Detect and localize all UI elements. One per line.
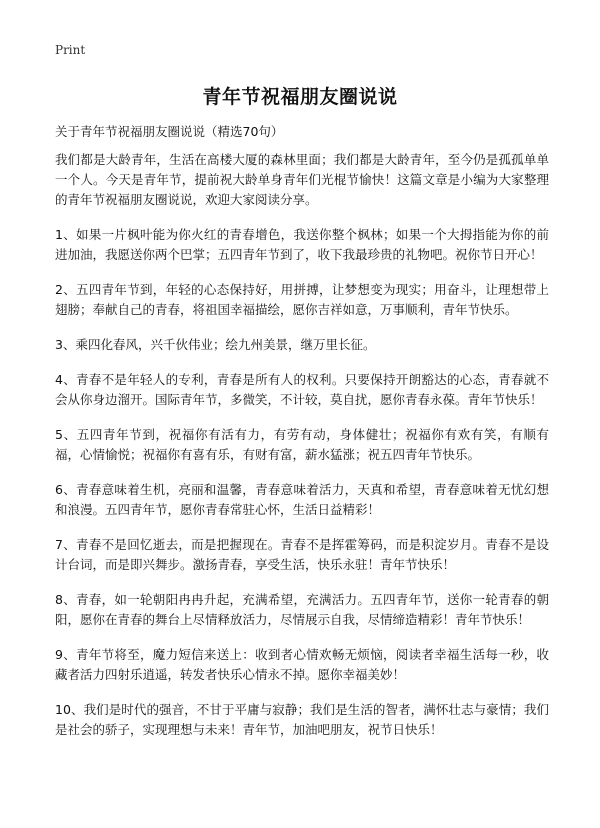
document-body bbox=[55, 150, 549, 755]
document-subtitle: 关于青年节祝福朋友圈说说（精选70句） bbox=[55, 124, 284, 139]
wish-item-9: 9、青年节将至，魔力短信来送上：收到者心情欢畅无烦恼，阅读者幸福生活每一秒，收藏者活力四射乐逍遥，转发者快乐心情永不掉。愿你幸福美妙！ bbox=[55, 647, 549, 682]
intro-paragraph: 我们都是大龄青年，生活在高楼大厦的森林里面；我们都是大龄青年，至今仍是孤孤单单一个人。今天是青年节，提前祝大龄单身青年们光棍节愉快！这篇文章是小编为大家整理的青年节祝福朋友圈说说，欢迎大家阅读分享。 bbox=[55, 152, 549, 207]
wish-item-4: 4、青春不是年轻人的专利，青春是所有人的权利。只要保持开朗豁达的心态，青春就不会从你身边溜开。国际青年节，多微笑，不计较，莫自扰，愿你青春永葆。青年节快乐！ bbox=[55, 372, 549, 407]
wish-item-3: 3、乘四化春风，兴千伙伟业；绘九州美景，继万里长征。 bbox=[55, 337, 376, 352]
wish-item-10: 10、我们是时代的强音，不甘于平庸与寂静；我们是生活的智者，满怀壮志与豪情；我们是社会的骄子，实现理想与未来！青年节，加油吧朋友，祝节日快乐！ bbox=[55, 702, 549, 737]
wish-item-2: 2、五四青年节到，年轻的心态保持好，用拼搏，让梦想变为现实；用奋斗，让理想带上翅膀；奉献自己的青春，将祖国幸福描绘，愿你吉祥如意，万事顺利，青年节快乐。 bbox=[55, 282, 549, 317]
wish-item-7: 7、青春不是回忆逝去，而是把握现在。青春不是挥霍筹码，而是积淀岁月。青春不是设计台词，而是即兴舞步。激扬青春，享受生活，快乐永驻！青年节快乐！ bbox=[55, 537, 549, 572]
wish-item-8: 8、青春，如一轮朝阳冉冉升起，充满希望，充满活力。五四青年节，送你一轮青春的朝阳，愿你在青春的舞台上尽情释放活力，尽情展示自我，尽情缔造精彩！青年节快乐！ bbox=[55, 592, 549, 627]
page-title: 青年节祝福朋友圈说说 bbox=[202, 86, 398, 108]
wish-item-6: 6、青春意味着生机，亮丽和温馨，青春意味着活力，天真和希望，青春意味着无忧幻想和浪漫。五四青年节，愿你青春常驻心怀，生活日益精彩！ bbox=[55, 482, 549, 517]
print-link[interactable]: Print bbox=[55, 43, 86, 57]
wish-item-1: 1、如果一片枫叶能为你火红的青春增色，我送你整个枫林；如果一个大拇指能为你的前进加油，我愿送你两个巴掌；五四青年节到了，收下我最珍贵的礼物吧。祝你节日开心！ bbox=[55, 227, 549, 262]
wish-item-5: 5、五四青年节到，祝福你有活有力，有劳有动，身体健壮；祝福你有欢有笑，有顺有福，心情愉悦；祝福你有喜有乐，有财有富，薪水猛涨；祝五四青年节快乐。 bbox=[55, 427, 549, 462]
